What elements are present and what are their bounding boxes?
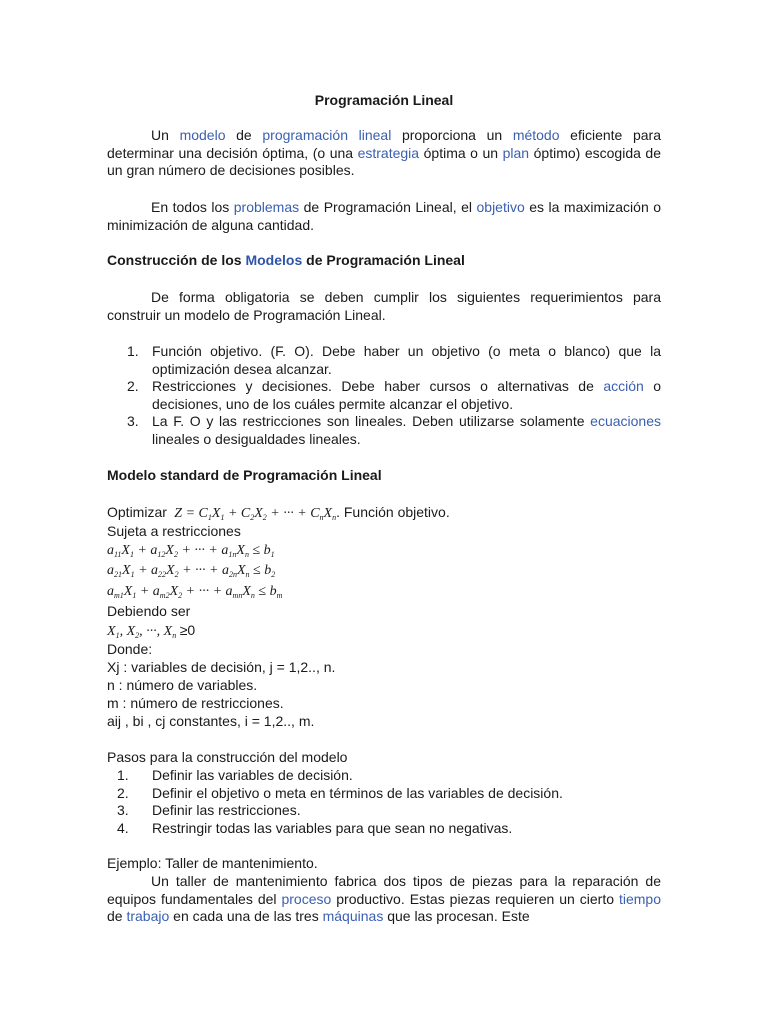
link-trabajo[interactable]: trabajo [126, 908, 170, 924]
document-title: Programación Lineal [314, 92, 454, 108]
list-item: 2. Definir el objetivo o meta en términos de las variables de decisión. [117, 784, 563, 801]
list-item: 4. Restringir todas las variables para que sean no negativas. [117, 819, 513, 836]
list-item: 3. Definir las restricciones. [117, 802, 301, 818]
link-modelos[interactable]: Modelos [245, 252, 303, 268]
link-metodo[interactable]: método [512, 127, 560, 143]
constraint-m: $a_{m1}X_1 + a_{m2}X_2$ + ··· + $a_{mn}X_n \le b_m$ [107, 584, 283, 600]
steps-list [107, 767, 661, 837]
link-proceso[interactable]: proceso [281, 890, 332, 907]
example-heading: Ejemplo: Taller de mantenimiento. [107, 855, 318, 871]
list-item: 1. Definir las variables de decisión. [117, 767, 353, 783]
section1-paragraph: De forma obligatoria se deben cumplir los siguientes requerimientos para construir un modelo de Programación Lineal. [107, 289, 661, 323]
section-heading-modelo-standard: Modelo standard de Programación Lineal [107, 467, 382, 483]
definition-line: Xj : variables de decisión, j = 1,2.., n. [107, 659, 336, 675]
requirements-list [107, 343, 661, 448]
must-be-label: Debiendo ser [107, 603, 191, 619]
list-item: 1. Función objetivo. (F. O). Debe haber un objetivo (o meta o blanco) que la optimización desea alcanzar. [127, 343, 661, 377]
constraint-1: $a_{11}X_1 + a_{12}X_2$ + ··· + $a_{1n}X_n \le b_1$ [107, 543, 275, 559]
link-modelo[interactable]: modelo [179, 127, 226, 143]
steps-heading: Pasos para la construcción del modelo [107, 749, 348, 765]
link-estrategia[interactable]: estrategia [357, 144, 420, 161]
intro-paragraph-2: En todos los problemas de Programación Lineal, el objetivo es la maximización o minimización de alguna cantidad. [107, 199, 662, 233]
definition-line: aij , bi , cj constantes, i = 1,2.., m. [107, 713, 315, 729]
where-label: Donde: [107, 641, 153, 657]
objective-formula: $Z = C_1X_1 + C_2X_2$ + ··· + $C_nX_n$ [170, 506, 337, 522]
nonnegativity-formula: $X_1$, $X_2$, ···, $X_n \ge 0$ [107, 622, 196, 640]
subject-to-label: Sujeta a restricciones [107, 523, 241, 539]
definition-line: n : número de variables. [107, 677, 258, 693]
link-problemas[interactable]: problemas [233, 199, 300, 215]
link-tiempo[interactable]: tiempo [618, 890, 661, 907]
intro-paragraph-1: Un modelo de programación lineal proporciona un método eficiente para determinar una decisión óptima, (o una estrategia óptima o un plan óptimo) escogida de un gran número de decisiones posibles. [107, 127, 662, 178]
link-accion[interactable]: acción [603, 378, 644, 394]
objective-line: Optimizar $Z = C_1X_1 + C_2X_2$ + ··· + $C_nX_n$. Función objetivo. [107, 504, 450, 522]
link-plan[interactable]: plan [502, 144, 530, 161]
list-item: 2. Restricciones y decisiones. Debe haber cursos o alternativas de acción o decisiones, uno de los cuáles permite alcanzar el objetivo. [127, 378, 661, 412]
list-item: 3. La F. O y las restricciones son lineales. Deben utilizarse solamente ecuaciones lineales o desigualdades lineales. [127, 413, 661, 447]
constraint-2: $a_{21}X_1 + a_{22}X_2$ + ··· + $a_{2n}X_n \le b_2$ [107, 563, 276, 579]
link-ecuaciones[interactable]: ecuaciones [590, 413, 661, 429]
link-maquinas[interactable]: máquinas [322, 908, 384, 924]
example-paragraph: Un taller de mantenimiento fabrica dos tipos de piezas para la reparación de equipos fundamentales del proceso productivo. Estas piezas requieren un cierto tiempo de trabajo en cada una de las tres máquinas que las procesan. Este [107, 873, 661, 924]
section-heading-construccion: Construcción de los Modelos de Programación Lineal [107, 252, 465, 268]
link-programacion-lineal[interactable]: programación lineal [262, 127, 392, 143]
link-objetivo[interactable]: objetivo [476, 199, 525, 215]
definition-line: m : número de restricciones. [107, 695, 284, 711]
